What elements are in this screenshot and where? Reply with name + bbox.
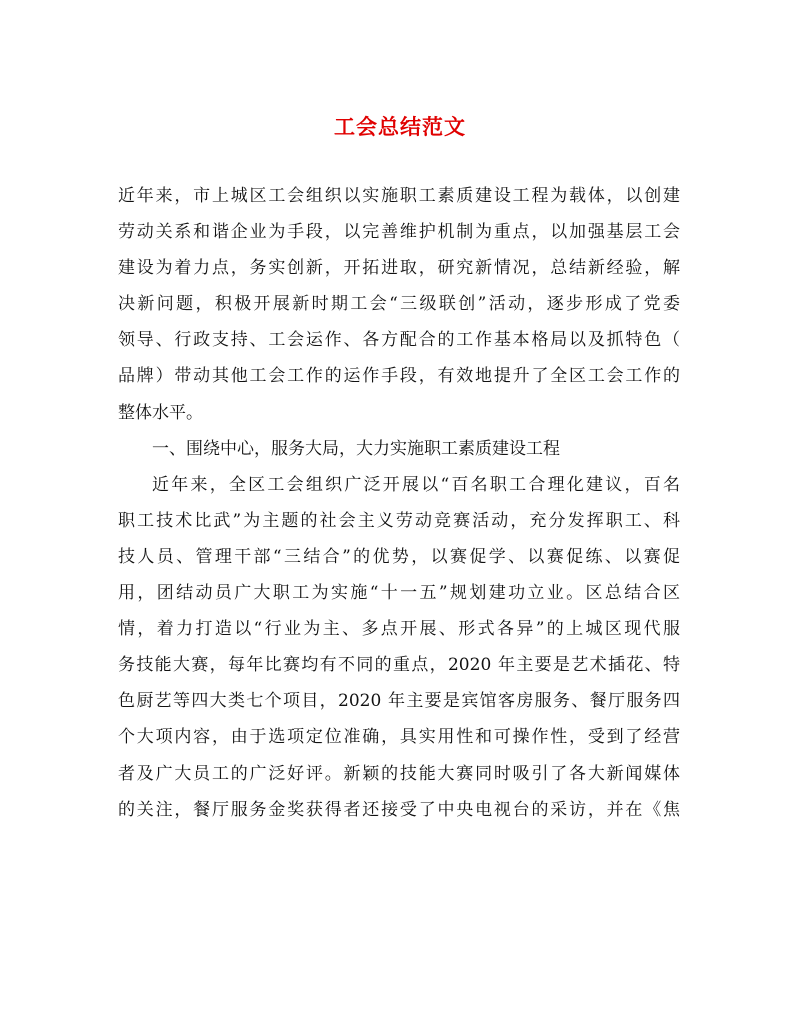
document-title: 工会总结范文 [334,114,466,139]
paragraph-line: 技人员、管理干部“三结合”的优势，以赛促学、以赛促练、以赛促 [118,546,680,567]
paragraph-line: 用，团结动员广大职工为实施“十一五”规划建功立业。区总结合区 [118,583,680,604]
section-heading: 一、围绕中心，服务大局，大力实施职工素质建设工程 [152,438,560,459]
paragraph-line: 劳动关系和谐企业为手段，以完善维护机制为重点，以加强基层工会 [118,222,680,243]
paragraph-line: 的关注，餐厅服务金奖获得者还接受了中央电视台的采访，并在《焦 [118,799,680,820]
paragraph-line: 近年来，全区工会组织广泛开展以“百名职工合理化建议，百名 [152,474,680,495]
paragraph-line: 领导、行政支持、工会运作、各方配合的工作基本格局以及抓特色（ [118,330,680,351]
paragraph-line: 决新问题，积极开展新时期工会“三级联创”活动，逐步形成了党委 [118,294,680,315]
paragraph-line: 建设为着力点，务实创新，开拓进取，研究新情况，总结新经验，解 [118,258,680,279]
paragraph-line: 者及广大员工的广泛好评。新颖的技能大赛同时吸引了各大新闻媒体 [118,763,680,784]
paragraph-line: 品牌）带动其他工会工作的运作手段，有效地提升了全区工会工作的 [118,366,680,387]
paragraph-line: 色厨艺等四大类七个项目，2020 年主要是宾馆客房服务、餐厅服务四 [118,691,680,712]
paragraph-line: 情，着力打造以“行业为主、多点开展、形式各异”的上城区现代服 [118,619,680,640]
paragraph-line: 近年来，市上城区工会组织以实施职工素质建设工程为载体，以创建 [118,186,680,206]
paragraph-line: 整体水平。 [118,402,203,423]
paragraph-line: 务技能大赛，每年比赛均有不同的重点，2020 年主要是艺术插花、特 [118,655,680,676]
paragraph-line: 职工技术比武”为主题的社会主义劳动竞赛活动，充分发挥职工、科 [118,510,680,531]
paragraph-line: 个大项内容，由于选项定位准确，具实用性和可操作性，受到了经营 [118,727,680,748]
document-body [118,178,680,828]
